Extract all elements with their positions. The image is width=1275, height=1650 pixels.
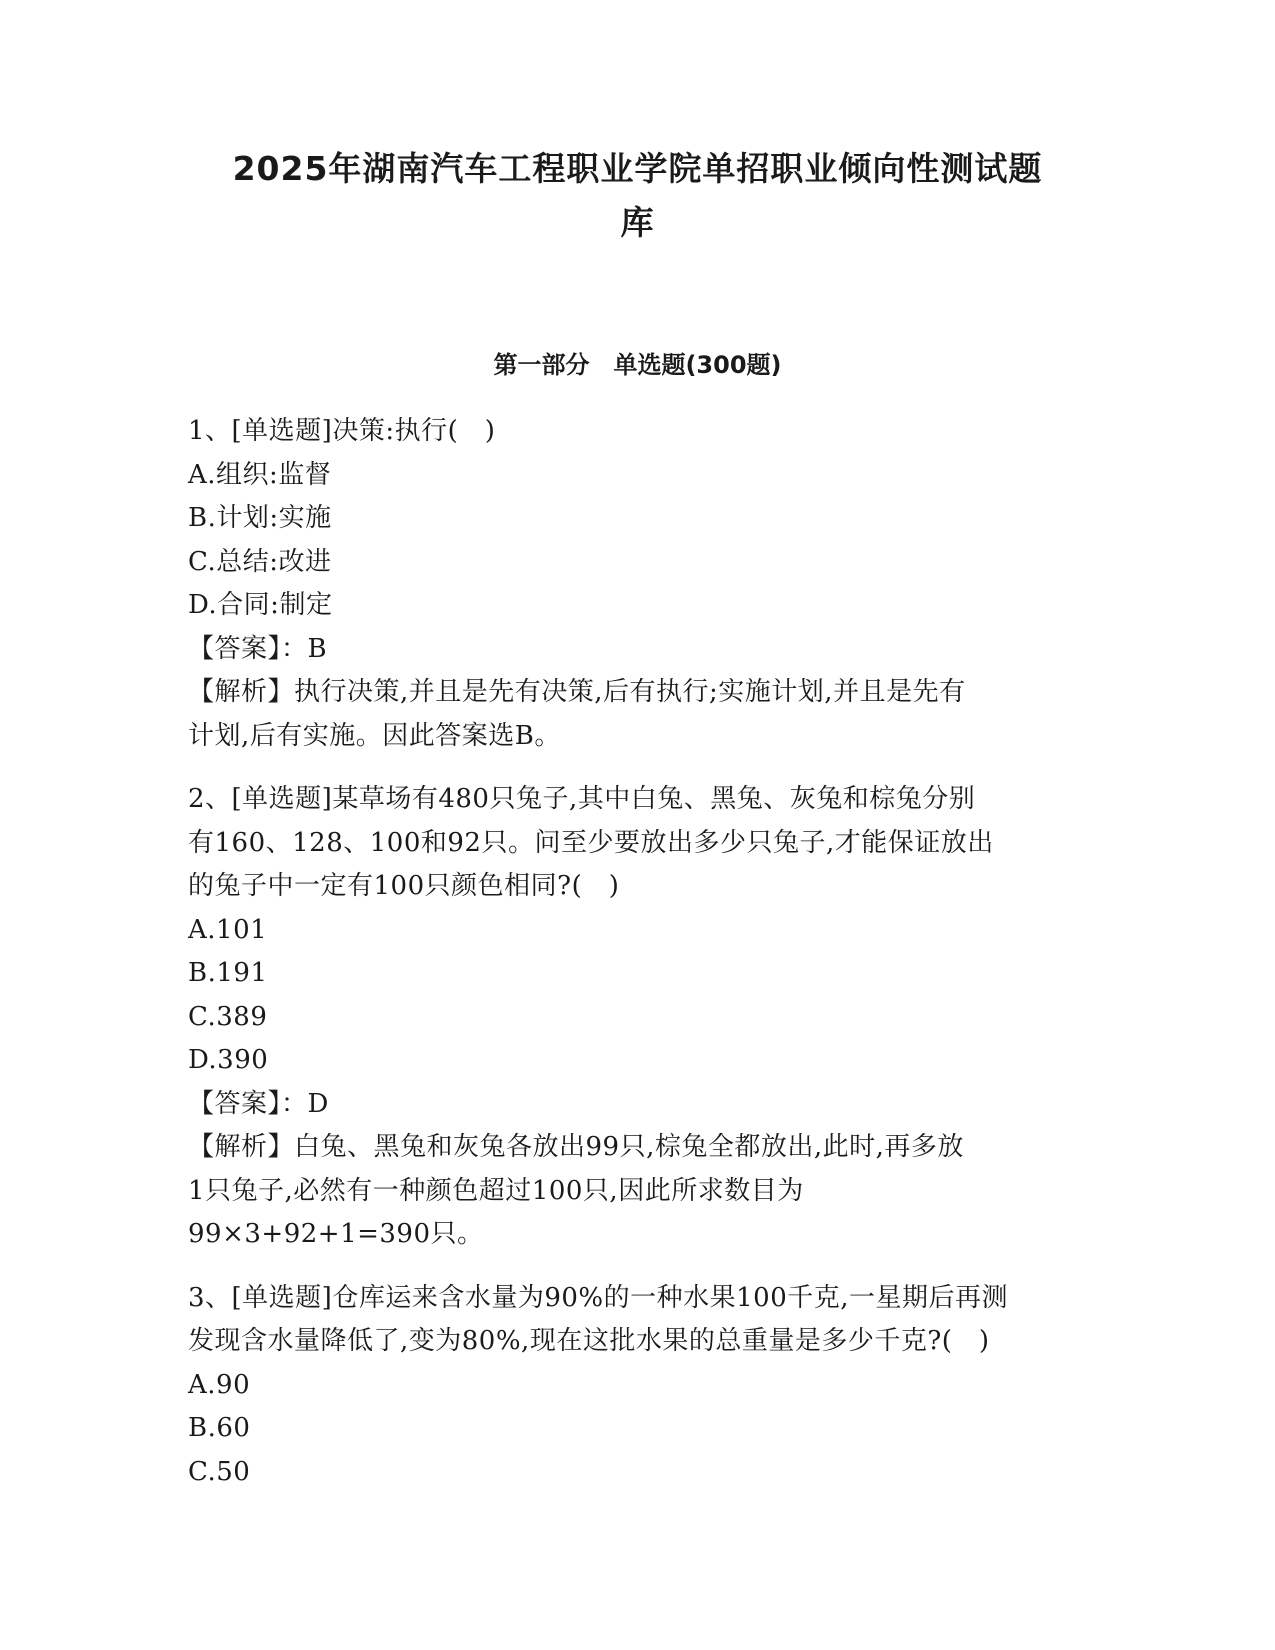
- option-c: C.50: [188, 1456, 251, 1487]
- question-stem-line: 2、[单选题]某草场有480只兔子,其中白兔、黑兔、灰兔和棕兔分别: [188, 784, 976, 814]
- answer-value: ：B: [281, 633, 328, 664]
- analysis-text-line: 99×3+92+1=390只。: [188, 1219, 484, 1249]
- option-b: B.191: [188, 958, 268, 988]
- option-a: A.组织:监督: [188, 459, 332, 490]
- analysis-text-line: 计划,后有实施。因此答案选B。: [188, 720, 561, 751]
- analysis-text-line: 1只兔子,必然有一种颜色超过100只,因此所求数目为: [188, 1175, 804, 1206]
- option-b: B.60: [188, 1413, 251, 1443]
- question-stem-line: 有160、128、100和92只。问至少要放出多少只兔子,才能保证放出: [188, 827, 994, 858]
- question-stem-line: 1、[单选题]决策:执行( ): [188, 416, 496, 446]
- option-a: A.90: [188, 1369, 251, 1400]
- question-list: [188, 410, 1088, 1514]
- question-3: [188, 1277, 1088, 1495]
- question-2: [188, 778, 1088, 1257]
- answer-label: 【答案】: [188, 1088, 282, 1119]
- analysis-label: 【解析】: [188, 677, 295, 707]
- document-title: [180, 142, 1095, 250]
- option-c: C.总结:改进: [188, 546, 332, 577]
- analysis: [188, 671, 1088, 715]
- option-a: A.101: [188, 914, 268, 945]
- answer: [188, 628, 1088, 672]
- analysis: [188, 1126, 1088, 1170]
- question-stem-line: 的兔子中一定有100只颜色相同?( ): [188, 871, 620, 901]
- question-stem-line: 3、[单选题]仓库运来含水量为90%的一种水果100千克,一星期后再测: [188, 1282, 1009, 1313]
- answer: [188, 1083, 1088, 1127]
- answer-label: 【答案】: [188, 633, 282, 664]
- analysis-text-line: 执行决策,并且是先有决策,后有执行;实施计划,并且是先有: [294, 677, 966, 707]
- option-d: D.390: [188, 1045, 269, 1075]
- answer-value: ：D: [281, 1088, 329, 1119]
- document-title-line-2: 库: [620, 203, 655, 242]
- analysis-label: 【解析】: [188, 1132, 295, 1162]
- question-1: [188, 410, 1088, 758]
- option-c: C.389: [188, 1001, 268, 1032]
- analysis-text-line: 白兔、黑兔和灰兔各放出99只,棕兔全都放出,此时,再多放: [294, 1132, 964, 1162]
- option-b: B.计划:实施: [188, 503, 332, 533]
- section-title: 第一部分 单选题(300题): [493, 351, 782, 379]
- option-d: D.合同:制定: [188, 590, 333, 620]
- question-stem-line: 发现含水量降低了,变为80%,现在这批水果的总重量是多少千克?( ): [188, 1326, 990, 1356]
- document-title-line-1: 2025年湖南汽车工程职业学院单招职业倾向性测试题: [232, 149, 1043, 188]
